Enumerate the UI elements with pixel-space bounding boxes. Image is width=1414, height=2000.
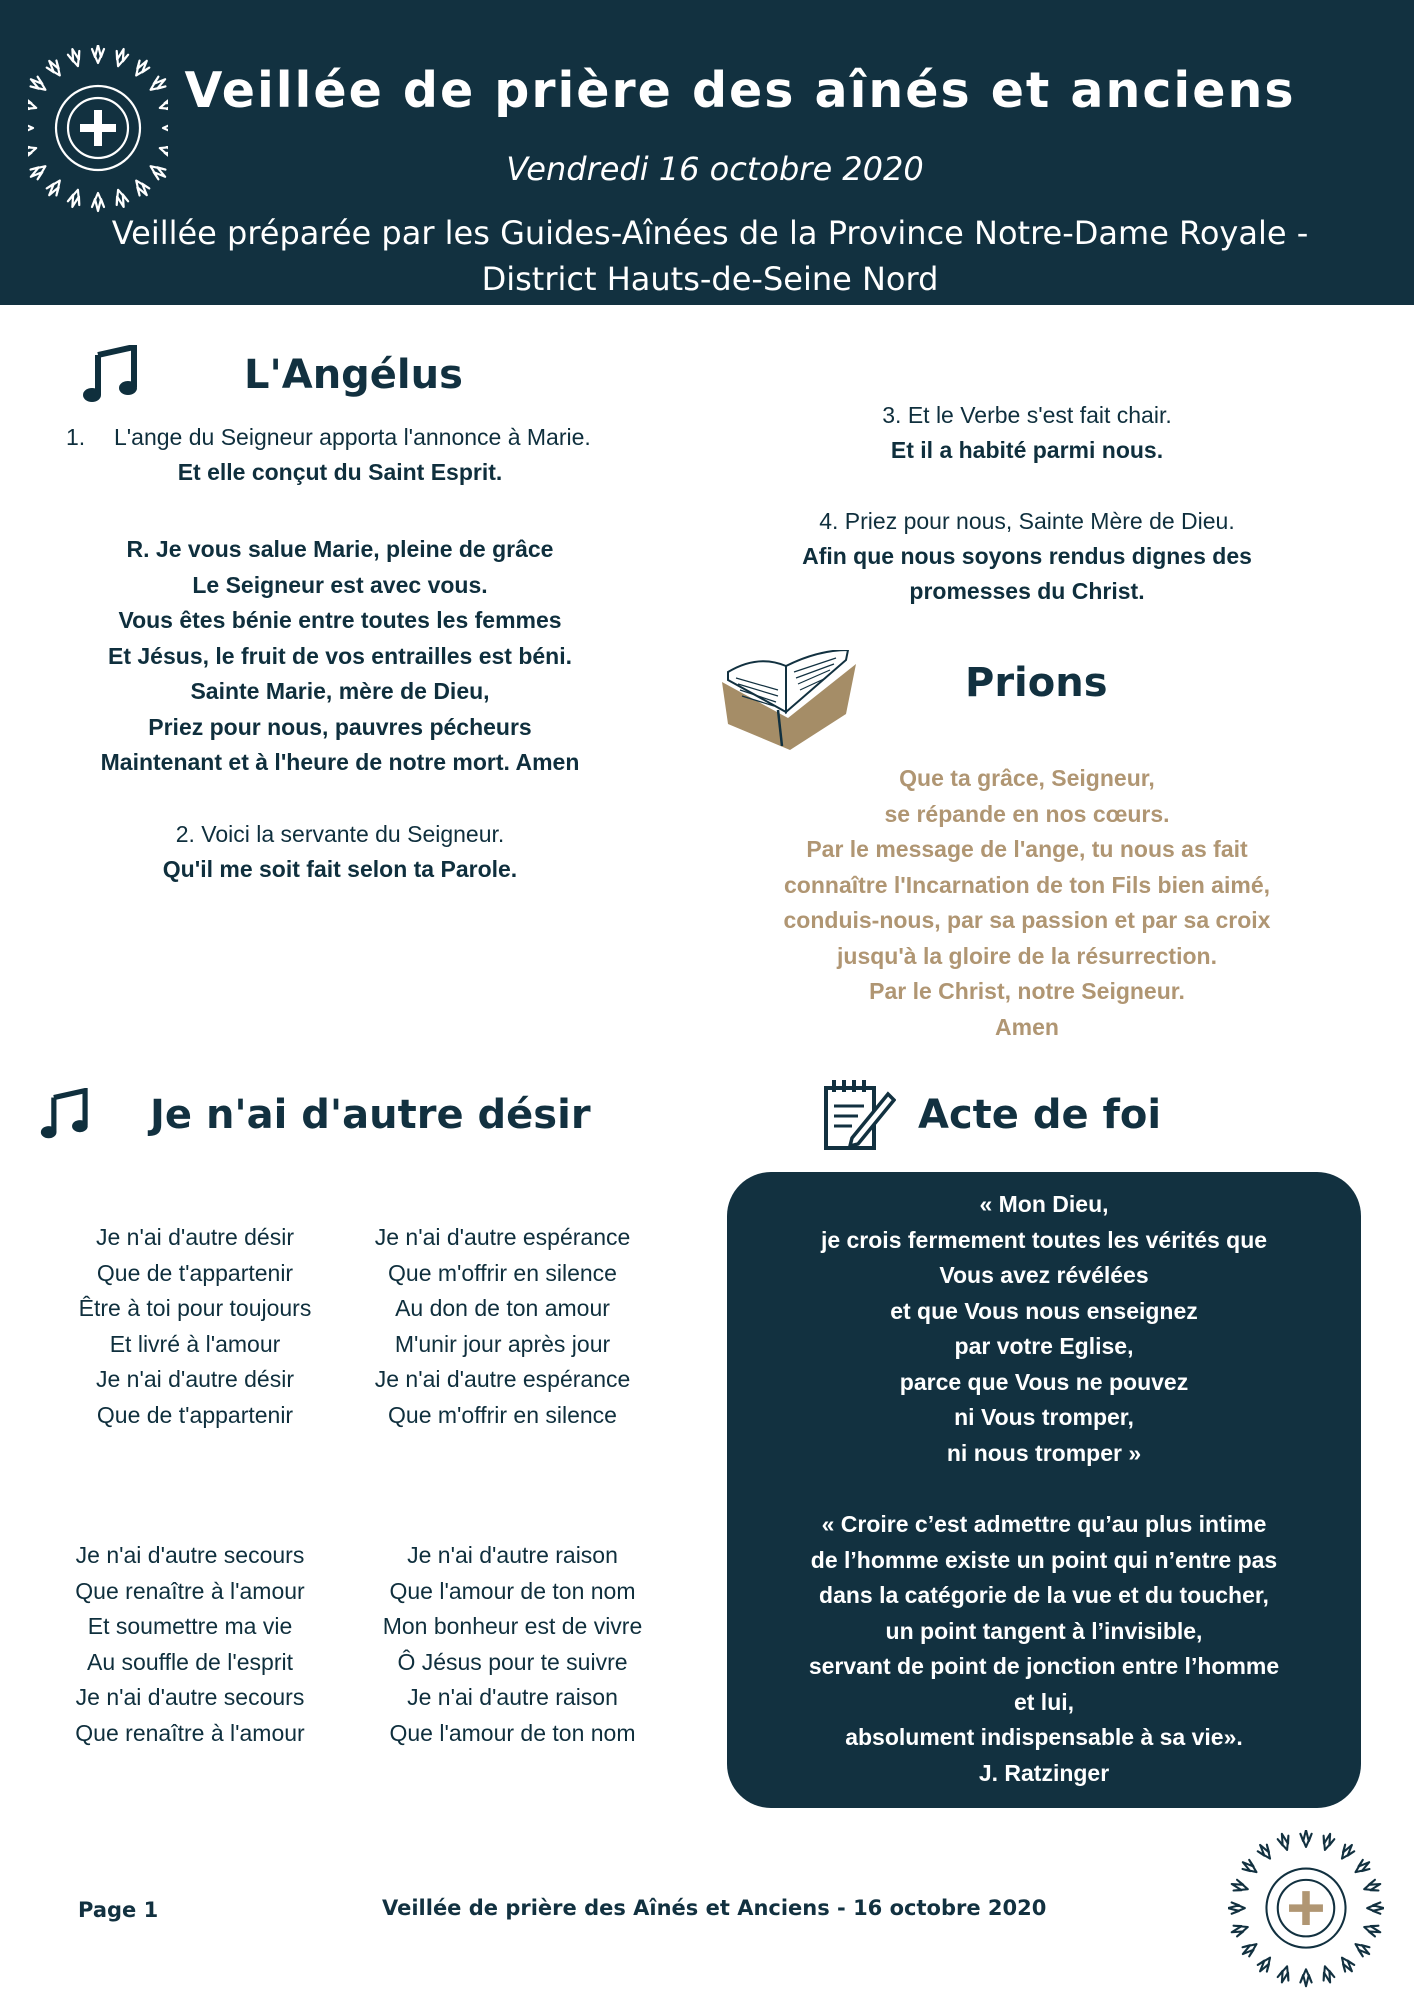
prayer-line: jusqu'à la gloire de la résurrection. bbox=[837, 942, 1217, 969]
quote-line: absolument indispensable à sa vie». bbox=[845, 1724, 1243, 1750]
page-number: Page 1 bbox=[78, 1898, 159, 1922]
quote-line: servant de point de jonction entre l’homme bbox=[808, 1653, 1280, 1679]
song-line: Que m'offrir en silence bbox=[388, 1259, 617, 1286]
angelus-verse-2: 2. Voici la servante du Seigneur. bbox=[175, 821, 505, 847]
acte-line: parce que Vous ne pouvez bbox=[899, 1368, 1189, 1395]
refrain-line: Priez pour nous, pauvres pécheurs bbox=[148, 713, 532, 740]
refrain-line: Et Jésus, le fruit de vos entrailles est béni. bbox=[108, 642, 572, 669]
song-line: Mon bonheur est de vivre bbox=[382, 1613, 643, 1639]
song-line: Que renaître à l'amour bbox=[75, 1577, 305, 1604]
refrain-line: Maintenant et à l'heure de notre mort. Amen bbox=[100, 749, 580, 775]
refrain-line: Vous êtes bénie entre toutes les femmes bbox=[118, 607, 562, 633]
footer-text: Veillée de prière des Aînés et Anciens - 16 octobre 2020 bbox=[382, 1896, 1047, 1920]
acte-line: « Mon Dieu, bbox=[979, 1191, 1109, 1217]
angelus-verse-1-number: 1. bbox=[66, 424, 86, 450]
prions-prayer bbox=[727, 761, 1327, 1045]
quote-line: un point tangent à l’invisible, bbox=[885, 1617, 1203, 1644]
song-line: Ô Jésus pour te suivre bbox=[397, 1648, 628, 1675]
guides-emblem-logo bbox=[1228, 1830, 1384, 1990]
angelus-verse-1: L'ange du Seigneur apporta l'annonce à Marie. bbox=[114, 424, 591, 450]
angelus-verse-2-response: Qu'il me soit fait selon ta Parole. bbox=[162, 856, 518, 882]
prayer-line: conduis-nous, par sa passion et par sa croix bbox=[783, 907, 1271, 933]
prayer-line: Amen bbox=[995, 1013, 1059, 1040]
song-line: Je n'ai d'autre secours bbox=[75, 1684, 305, 1710]
song-line: Je n'ai d'autre espérance bbox=[374, 1224, 631, 1250]
acte-title: Acte de foi bbox=[918, 1092, 1162, 1138]
acte-line: ni Vous tromper, bbox=[954, 1404, 1134, 1430]
refrain-line: R. Je vous salue Marie, pleine de grâce bbox=[126, 536, 554, 562]
quote-author: J. Ratzinger bbox=[978, 1759, 1110, 1786]
song-line: Je n'ai d'autre raison bbox=[407, 1684, 618, 1710]
song-line: Et livré à l'amour bbox=[109, 1330, 281, 1357]
prayer-line: Que ta grâce, Seigneur, bbox=[899, 765, 1155, 791]
angelus-verse-3: 3. Et le Verbe s'est fait chair. bbox=[882, 402, 1172, 428]
quote-line: dans la catégorie de la vue et du toucher, bbox=[819, 1582, 1269, 1608]
refrain-line: Sainte Marie, mère de Dieu, bbox=[190, 678, 490, 704]
prayer-line: Par le message de l'ange, tu nous as fait bbox=[806, 836, 1248, 862]
song-verse-1-col-1 bbox=[50, 1220, 340, 1433]
song-line: Être à toi pour toujours bbox=[78, 1295, 312, 1321]
notepad-pen-icon bbox=[822, 1078, 896, 1152]
page-title: Veillée de prière des aînés et anciens bbox=[184, 62, 1296, 119]
song-line: Et soumettre ma vie bbox=[87, 1613, 293, 1639]
open-book-icon bbox=[718, 650, 860, 752]
acte-line: et que Vous nous enseignez bbox=[890, 1297, 1198, 1324]
event-date: Vendredi 16 octobre 2020 bbox=[506, 150, 924, 188]
song-line: Au don de ton amour bbox=[395, 1295, 610, 1321]
song-verse-1-col-2 bbox=[345, 1220, 660, 1433]
ratzinger-quote bbox=[740, 1507, 1348, 1791]
refrain-line: Le Seigneur est avec vous. bbox=[192, 571, 488, 598]
song-line: Au souffle de l'esprit bbox=[87, 1648, 293, 1675]
angelus-verse-4-response: Afin que nous soyons rendus dignes des bbox=[802, 543, 1252, 569]
song-line: Que l'amour de ton nom bbox=[389, 1577, 636, 1604]
music-note-icon bbox=[40, 1088, 92, 1140]
header-subtitle: Veillée préparée par les Guides-Aînées de la Province Notre-Dame Royale - District Hauts-de-Seine Nord bbox=[111, 214, 1309, 298]
angelus-refrain bbox=[40, 532, 640, 781]
quote-line: de l’homme existe un point qui n’entre pas bbox=[810, 1546, 1278, 1573]
angelus-verse-4-response-cont: promesses du Christ. bbox=[909, 578, 1145, 604]
angelus-title: L'Angélus bbox=[244, 352, 463, 398]
quote-line: et lui, bbox=[1013, 1688, 1075, 1715]
song-line: Je n'ai d'autre secours bbox=[75, 1542, 305, 1568]
song-line: Que m'offrir en silence bbox=[388, 1401, 617, 1428]
acte-line: Vous avez révélées bbox=[939, 1262, 1149, 1288]
song-line: Je n'ai d'autre raison bbox=[407, 1542, 618, 1568]
prayer-line: se répande en nos cœurs. bbox=[884, 800, 1170, 827]
angelus-verse-4: 4. Priez pour nous, Sainte Mère de Dieu. bbox=[819, 508, 1235, 534]
desir-title: Je n'ai d'autre désir bbox=[150, 1092, 591, 1138]
acte-line: ni nous tromper » bbox=[946, 1439, 1142, 1466]
song-line: Que renaître à l'amour bbox=[75, 1719, 305, 1746]
prions-title: Prions bbox=[965, 660, 1108, 706]
angelus-verse-3-response: Et il a habité parmi nous. bbox=[890, 437, 1164, 463]
song-verse-2-col-2 bbox=[355, 1538, 670, 1751]
acte-de-foi-prayer bbox=[740, 1187, 1348, 1471]
music-note-icon bbox=[82, 345, 142, 403]
song-line: M'unir jour après jour bbox=[394, 1330, 611, 1357]
acte-line: je crois fermement toutes les vérités que bbox=[820, 1226, 1268, 1253]
angelus-verse-1-response: Et elle conçut du Saint Esprit. bbox=[177, 459, 503, 485]
acte-line: par votre Eglise, bbox=[954, 1333, 1134, 1359]
prayer-line: connaître l'Incarnation de ton Fils bien aimé, bbox=[784, 871, 1270, 898]
song-line: Que de t'appartenir bbox=[96, 1401, 294, 1428]
quote-line: « Croire c’est admettre qu’au plus intime bbox=[821, 1511, 1267, 1537]
song-line: Je n'ai d'autre espérance bbox=[374, 1366, 631, 1392]
song-verse-2-col-1 bbox=[40, 1538, 340, 1751]
guides-emblem-logo bbox=[28, 45, 168, 215]
song-line: Que l'amour de ton nom bbox=[389, 1719, 636, 1746]
song-line: Que de t'appartenir bbox=[96, 1259, 294, 1286]
song-line: Je n'ai d'autre désir bbox=[95, 1366, 294, 1392]
song-line: Je n'ai d'autre désir bbox=[95, 1224, 294, 1250]
prayer-line: Par le Christ, notre Seigneur. bbox=[869, 978, 1185, 1004]
